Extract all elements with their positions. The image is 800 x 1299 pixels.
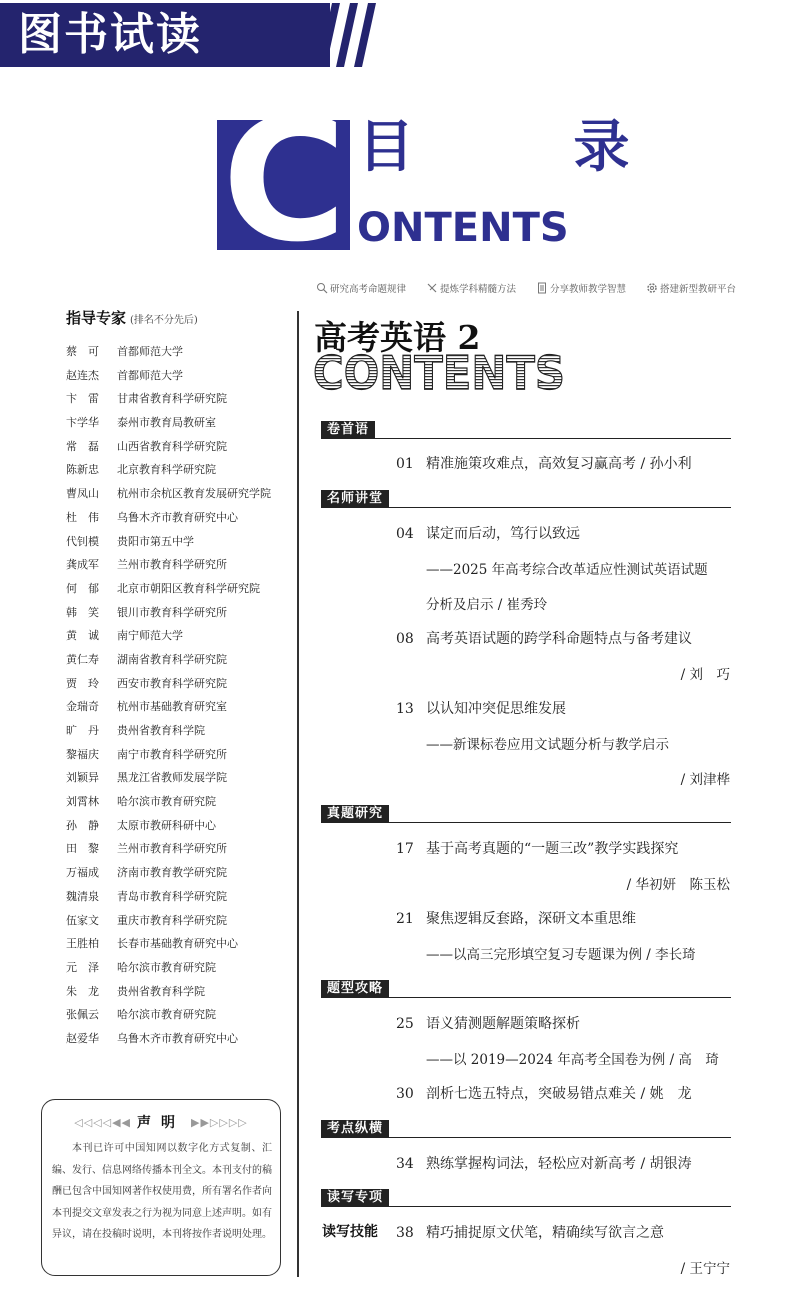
right-arrows-icon: ▶▶▷▷▷▷ [191,1115,248,1129]
toc-entry-01[interactable] [396,453,692,473]
expert-org: 首都师范大学 [117,345,183,358]
contents-title-cn: 目 录 [358,115,700,180]
expert-name: 龚成军 [66,558,99,572]
notice-box [41,1099,281,1276]
toc-entry-04[interactable] [396,523,580,543]
expert-org: 北京市朝阳区教育科学研究院 [117,581,260,595]
toc-entry-25[interactable] [396,1013,580,1033]
section-label: 真题研究 [321,805,389,823]
notice-title: 声明 [137,1115,185,1131]
expert-row [66,509,291,533]
expert-org: 济南市教育教学研究院 [117,866,227,880]
expert-org: 南宁市教育科学研究所 [117,747,227,761]
page-number: 13 [396,701,414,717]
expert-name: 王胜柏 [66,937,99,951]
expert-org: 乌鲁木齐市教育研究中心 [117,510,238,524]
expert-org: 太原市教研科研中心 [117,818,216,832]
expert-name: 曹凤山 [66,487,99,501]
expert-row [66,698,291,722]
expert-org: 北京教育科学研究院 [117,463,216,477]
entry-subtitle: ——以高三完形填空复习专题课为例 / 李长琦 [426,947,696,963]
page-number: 30 [396,1086,414,1102]
slogan-4: 搭建新型教研平台 [646,281,736,295]
expert-row [66,414,291,438]
expert-row [66,840,291,864]
expert-row [66,793,291,817]
entry-author: / 华初妍 陈玉松 [626,877,730,893]
page-number: 01 [396,456,414,472]
column-divider [297,311,299,1277]
expert-org: 泰州市教育局教研室 [117,416,216,430]
expert-name: 刘颖异 [66,771,99,785]
entry-title: 谋定而后动，笃行以致远 [426,526,580,542]
left-arrows-icon: ◁◁◁◁◀◀ [74,1115,131,1129]
subsection-label: 读写技能 [322,1224,378,1240]
entry-author: / 刘津桦 [680,772,730,788]
slogan-1: 研究高考命题规律 [316,281,406,295]
page-number: 17 [396,841,414,857]
entry-title: 以认知冲突促思维发展 [426,701,566,717]
expert-org: 哈尔滨市教育研究院 [117,795,216,809]
expert-org: 黑龙江省教师发展学院 [117,771,227,785]
entry-subtitle: ——以 2019—2024 年高考全国卷为例 / 高 琦 [426,1052,719,1068]
entry-subtitle: ——2025 年高考综合改革适应性测试英语试题 [426,562,708,578]
entry-title: 熟练掌握构词法，轻松应对新高考 / 胡银涛 [426,1156,692,1172]
expert-row [66,461,291,485]
expert-name: 黎福庆 [66,747,99,761]
expert-row [66,343,291,367]
entry-title: 基于高考真题的“一题三改”教学实践探究 [426,841,679,857]
expert-row [66,959,291,983]
expert-name: 卞 雷 [66,392,99,406]
expert-row [66,769,291,793]
expert-org: 山西省教育科学研究院 [117,439,227,453]
section-header-mingshi [321,490,731,508]
expert-name: 伍家文 [66,913,99,927]
expert-org: 兰州市教育科学研究所 [117,558,227,572]
expert-name: 孙 静 [66,818,99,832]
contents-title-en: ONTENTS [357,205,569,251]
slogan-2: 提炼学科精髓方法 [426,281,516,295]
experts-note: (排名不分先后) [130,315,198,326]
expert-name: 代钊模 [66,534,99,548]
toc-entry-34[interactable] [396,1153,692,1173]
expert-name: 田 黎 [66,842,99,856]
expert-row [66,888,291,912]
expert-row [66,533,291,557]
notice-header [42,1112,280,1132]
expert-row [66,1006,291,1030]
expert-name: 卞学华 [66,416,99,430]
expert-name: 魏清泉 [66,889,99,903]
tools-icon [426,282,438,294]
expert-name: 常 磊 [66,439,99,453]
expert-org: 贵州省教育科学院 [117,984,205,998]
page-number: 25 [396,1016,414,1032]
banner-stripes [300,3,390,67]
expert-name: 赵连杰 [66,368,99,382]
expert-row [66,935,291,959]
slogan-bar [316,281,736,295]
entry-author: / 刘 巧 [680,667,730,683]
toc-entry-17[interactable] [396,838,678,858]
experts-list [66,343,291,1054]
expert-name: 朱 龙 [66,984,99,998]
expert-org: 乌鲁木齐市教育研究中心 [117,1031,238,1045]
expert-name: 黄 诚 [66,629,99,643]
expert-row [66,912,291,936]
page-number: 34 [396,1156,414,1172]
expert-org: 首都师范大学 [117,368,183,382]
expert-name: 旷 丹 [66,724,99,737]
expert-row [66,627,291,651]
toc-entry-13[interactable] [396,698,566,718]
section-header-kaodian [321,1120,731,1138]
section-header-juanshouyu [321,421,731,439]
expert-name: 赵爱华 [66,1031,99,1045]
expert-org: 贵州省教育科学院 [117,724,205,737]
expert-name: 元 泽 [66,960,99,974]
entry-title: 精巧捕捉原文伏笔，精确续写欲言之意 [426,1225,664,1241]
expert-name: 贾 玲 [66,676,99,690]
outline-contents-text: CONTENTS [313,349,565,395]
entry-title: 聚焦逻辑反套路，深研文本重思维 [426,911,636,927]
entry-subtitle: ——新课标卷应用文试题分析与教学启示 [426,737,669,753]
expert-name: 刘霄林 [66,795,99,809]
magnifier-icon [316,282,328,294]
expert-row [66,438,291,462]
expert-row [66,580,291,604]
expert-org: 青岛市教育科学研究院 [117,889,227,903]
entry-title: 精准施策攻难点，高效复习赢高考 / 孙小利 [426,456,692,472]
expert-row [66,604,291,628]
expert-org: 南宁师范大学 [117,629,183,643]
gear-icon [646,282,658,294]
toc-entry-08[interactable] [396,628,692,648]
magazine-title: 高考英语 2 [314,318,481,357]
contents-c-letter: C [222,82,347,280]
expert-org: 杭州市基础教育研究室 [117,700,227,714]
section-label: 读写专项 [321,1189,389,1207]
expert-org: 杭州市余杭区教育发展研究学院 [117,487,271,501]
entry-title: 高考英语试题的跨学科命题特点与备考建议 [426,631,692,647]
expert-org: 兰州市教育科学研究所 [117,842,227,856]
banner-title: 图书试读 [18,9,202,60]
expert-row [66,485,291,509]
toc-entry-21[interactable] [396,908,636,928]
expert-name: 张佩云 [66,1008,99,1022]
expert-name: 杜 伟 [66,510,99,524]
expert-org: 西安市教育科学研究院 [117,676,227,690]
expert-row [66,746,291,770]
page-number: 21 [396,911,414,927]
entry-title: 语义猜测题解题策略探析 [426,1016,580,1032]
expert-name: 何 郁 [66,581,99,595]
expert-org: 贵阳市第五中学 [117,534,194,548]
top-banner [0,3,330,67]
entry-subtitle: 分析及启示 / 崔秀玲 [426,597,548,613]
section-label: 卷首语 [321,421,375,439]
expert-row [66,817,291,841]
expert-row [66,675,291,699]
toc-entry-38[interactable] [396,1222,664,1242]
expert-name: 陈新忠 [66,463,99,477]
expert-row [66,722,291,746]
page-number: 38 [396,1225,414,1241]
section-header-duxie [321,1189,731,1207]
notice-body: 本刊已许可中国知网以数字化方式复制、汇编、发行、信息网络传播本刊全文。本刊支付的稿酬已包含中国知网著作权使用费，所有署名作者向本刊提交文章发表之行为视为同意上述声明。如有异议，请在投稿时说明，本刊将按作者说明处理。 [52,1143,272,1240]
expert-row [66,1030,291,1054]
expert-org: 重庆市教育科学研究院 [117,913,227,927]
section-header-tixing [321,980,731,998]
expert-org: 湖南省教育科学研究院 [117,652,227,666]
expert-row [66,983,291,1007]
section-label: 题型攻略 [321,980,389,998]
expert-org: 哈尔滨市教育研究院 [117,1008,216,1022]
expert-org: 长春市基础教育研究中心 [117,937,238,951]
expert-row [66,556,291,580]
expert-row [66,367,291,391]
expert-name: 万福成 [66,866,99,880]
entry-title: 剖析七选五特点，突破易错点难关 / 姚 龙 [426,1086,692,1102]
expert-org: 银川市教育科学研究所 [117,605,227,619]
document-icon [536,282,548,294]
expert-name: 金瑞奇 [66,700,99,714]
expert-row [66,390,291,414]
expert-org: 哈尔滨市教育研究院 [117,960,216,974]
slogan-3: 分享教师教学智慧 [536,281,626,295]
expert-name: 蔡 可 [66,345,99,358]
expert-name: 韩 笑 [66,605,99,619]
experts-heading: 指导专家 (排名不分先后) [66,309,198,327]
page-number: 08 [396,631,414,647]
section-label: 名师讲堂 [321,490,389,508]
expert-org: 甘肃省教育科学研究院 [117,392,227,406]
outline-contents-word [313,349,567,395]
page-number: 04 [396,526,414,542]
expert-row [66,864,291,888]
toc-entry-30[interactable] [396,1083,692,1103]
section-label: 考点纵横 [321,1120,389,1138]
entry-author: / 王宁宁 [680,1261,730,1277]
expert-name: 黄仁寿 [66,652,99,666]
section-header-zhenti [321,805,731,823]
expert-row [66,651,291,675]
